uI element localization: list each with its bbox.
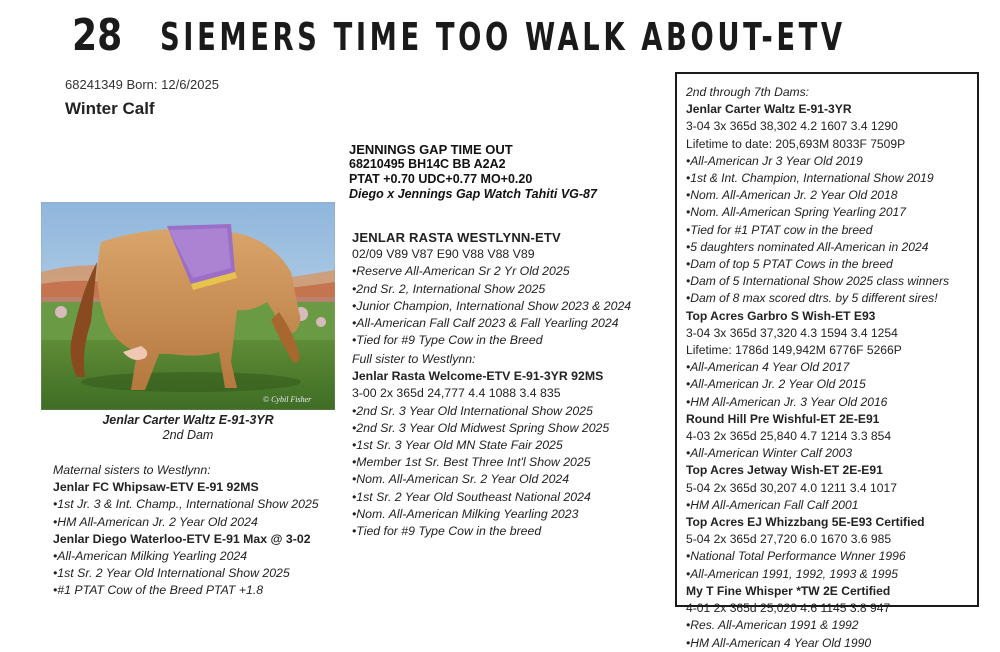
photo-caption-sub: 2nd Dam — [162, 428, 214, 442]
dam-entry-honor: •HM All-American Fall Calf 2001 — [686, 497, 859, 512]
lot-header — [72, 10, 1000, 66]
dam-entry-record: 5-04 2x 365d 30,207 4.0 1211 3.4 1017 — [686, 480, 897, 495]
calf-class: Winter Calf — [65, 99, 155, 118]
full-sister-honor: •2nd Sr. 3 Year Old International Show 2025 — [352, 403, 593, 418]
dam-entry-honor: •Dam of 5 International Show 2025 class winners — [686, 274, 950, 289]
maternal-sister-honor: •1st Jr. 3 & Int. Champ., International Show 2025 — [53, 497, 319, 512]
lot-title: SIEMERS TIME TOO WALK ABOUT-ETV — [160, 15, 846, 59]
dam-honor: •2nd Sr. 2, International Show 2025 — [352, 281, 546, 296]
dam-entry-honor: •HM All-American Jr. 3 Year Old 2016 — [686, 394, 888, 409]
full-sister-honor: •Nom. All-American Sr. 2 Year Old 2024 — [352, 472, 570, 487]
dam-entry-honor: •All-American 1991, 1992, 1993 & 1995 — [686, 566, 898, 581]
dam-entry-record: 3-04 3x 365d 37,320 4.3 1594 3.4 1254 — [686, 325, 898, 340]
dam-honor: •Junior Champion, International Show 2023 & 2024 — [352, 298, 632, 313]
dam-entry-honor: •HM All-American 4 Year Old 1990 — [686, 635, 872, 650]
dams-intro: 2nd through 7th Dams: — [686, 85, 810, 99]
full-sister-record: 3-00 2x 365d 24,777 4.4 1088 3.4 835 — [352, 386, 561, 401]
dam-entry-name: Top Acres Jetway Wish-ET 2E-E91 — [686, 463, 883, 478]
sire-block — [349, 142, 597, 202]
sire-name: JENNINGS GAP TIME OUT — [349, 142, 513, 157]
dam-entry-name: Top Acres Garbro S Wish-ET E93 — [686, 308, 876, 323]
dam-entry-honor: •All-American Winter Calf 2003 — [686, 446, 853, 461]
dam-entry-name: Top Acres EJ Whizzbang 5E-E93 Certified — [686, 515, 925, 530]
dam-entry-honor: •National Total Performance Wnner 1996 — [686, 549, 906, 564]
dam-honor: •Tied for #9 Type Cow in the Breed — [352, 333, 543, 348]
photo-caption-name: Jenlar Carter Waltz E-91-3YR — [102, 413, 274, 427]
dam-entry-record: 5-04 2x 365d 27,720 6.0 1670 3.6 985 — [686, 532, 892, 547]
dam-entry-record: Lifetime: 1786d 149,942M 6776F 5266P — [686, 343, 902, 358]
registration-line: 68241349 Born: 12/6/2025 — [65, 77, 219, 92]
dam-entry-honor: •Tied for #1 PTAT cow in the breed — [686, 222, 873, 237]
maternal-sister-honor: •HM All-American Jr. 2 Year Old 2024 — [53, 514, 258, 529]
maternal-sister-name: Jenlar FC Whipsaw-ETV E-91 92MS — [53, 480, 259, 495]
full-sister-honor: •2nd Sr. 3 Year Old Midwest Spring Show 2025 — [352, 420, 610, 435]
sire-registration: 68210495 BH14C BB A2A2 — [349, 157, 506, 171]
dam-name: JENLAR RASTA WESTLYNN-ETV — [352, 230, 561, 245]
dam-entry-honor: •Nom. All-American Spring Yearling 2017 — [686, 205, 907, 220]
dam-entry-record: Lifetime to date: 205,693M 8033F 7509P — [686, 136, 906, 151]
full-sister-honor: •Nom. All-American Milking Yearling 2023 — [352, 506, 579, 521]
dam-scores: 02/09 V89 V87 E90 V88 V88 V89 — [352, 247, 535, 262]
full-sister-honor: •Member 1st Sr. Best Three Int'l Show 2025 — [352, 455, 591, 470]
maternal-sister-honor: •#1 PTAT Cow of the Breed PTAT +1.8 — [53, 583, 264, 598]
sire-ptat: PTAT +0.70 UDC+0.77 MO+0.20 — [349, 172, 533, 186]
dam-entry-record: 3-04 3x 365d 38,302 4.2 1607 3.4 1290 — [686, 119, 898, 134]
cow-photo-illustration — [41, 202, 335, 410]
dam-entry-honor: •Res. All-American 1991 & 1992 — [686, 618, 859, 633]
dam-entry-name: Round Hill Pre Wishful-ET 2E-E91 — [686, 411, 880, 426]
full-sister-block — [352, 351, 609, 540]
maternal-sisters-block — [53, 462, 319, 600]
dam-entry-record: 4-03 2x 365d 25,840 4.7 1214 3.3 854 — [686, 429, 892, 444]
full-sister-intro: Full sister to Westlynn: — [352, 352, 476, 366]
dam-entry-honor: •Dam of 8 max scored dtrs. by 5 different sires! — [686, 291, 938, 306]
maternal-sister-honor: •1st Sr. 2 Year Old International Show 2025 — [53, 566, 290, 581]
dam-entry-honor: •All-American 4 Year Old 2017 — [686, 360, 850, 375]
full-sister-name: Jenlar Rasta Welcome-ETV E-91-3YR 92MS — [352, 369, 604, 384]
dam-entry-honor: •All-American Jr. 2 Year Old 2015 — [686, 377, 866, 392]
dam-entry-honor: •1st & Int. Champion, International Show 2019 — [686, 171, 934, 186]
dam-entry-record: 4-01 2x 365d 25,020 4.6 1145 3.8 947 — [686, 601, 891, 616]
dam-entry-honor: •Dam of top 5 PTAT Cows in the breed — [686, 257, 893, 272]
dam-entry-honor: •All-American Jr 3 Year Old 2019 — [686, 153, 863, 168]
maternal-sister-honor: •All-American Milking Yearling 2024 — [53, 549, 248, 564]
dam-entry-name: My T Fine Whisper *TW 2E Certified — [686, 583, 891, 598]
dam-honor: •All-American Fall Calf 2023 & Fall Yearling 2024 — [352, 316, 619, 331]
dam-block — [352, 229, 631, 349]
full-sister-honor: •1st Sr. 3 Year Old MN State Fair 2025 — [352, 438, 563, 453]
photo-caption — [41, 413, 335, 443]
cow-photo — [41, 202, 335, 410]
full-sister-honor: •1st Sr. 2 Year Old Southeast National 2024 — [352, 489, 591, 504]
dams-list — [686, 84, 949, 652]
dam-entry-honor: •5 daughters nominated All-American in 2024 — [686, 239, 929, 254]
dam-entry-honor: •Nom. All-American Jr. 2 Year Old 2018 — [686, 188, 898, 203]
dam-honor: •Reserve All-American Sr 2 Yr Old 2025 — [352, 264, 570, 279]
photo-watermark: © Cybil Fisher — [263, 395, 312, 404]
maternal-sister-name: Jenlar Diego Waterloo-ETV E-91 Max @ 3-02 — [53, 531, 311, 546]
full-sister-honor: •Tied for #9 Type Cow in the breed — [352, 524, 542, 539]
lot-number: 28 — [72, 10, 123, 61]
sire-pedigree: Diego x Jennings Gap Watch Tahiti VG-87 — [349, 187, 597, 201]
maternal-intro: Maternal sisters to Westlynn: — [53, 463, 211, 477]
dam-entry-name: Jenlar Carter Waltz E-91-3YR — [686, 102, 852, 117]
